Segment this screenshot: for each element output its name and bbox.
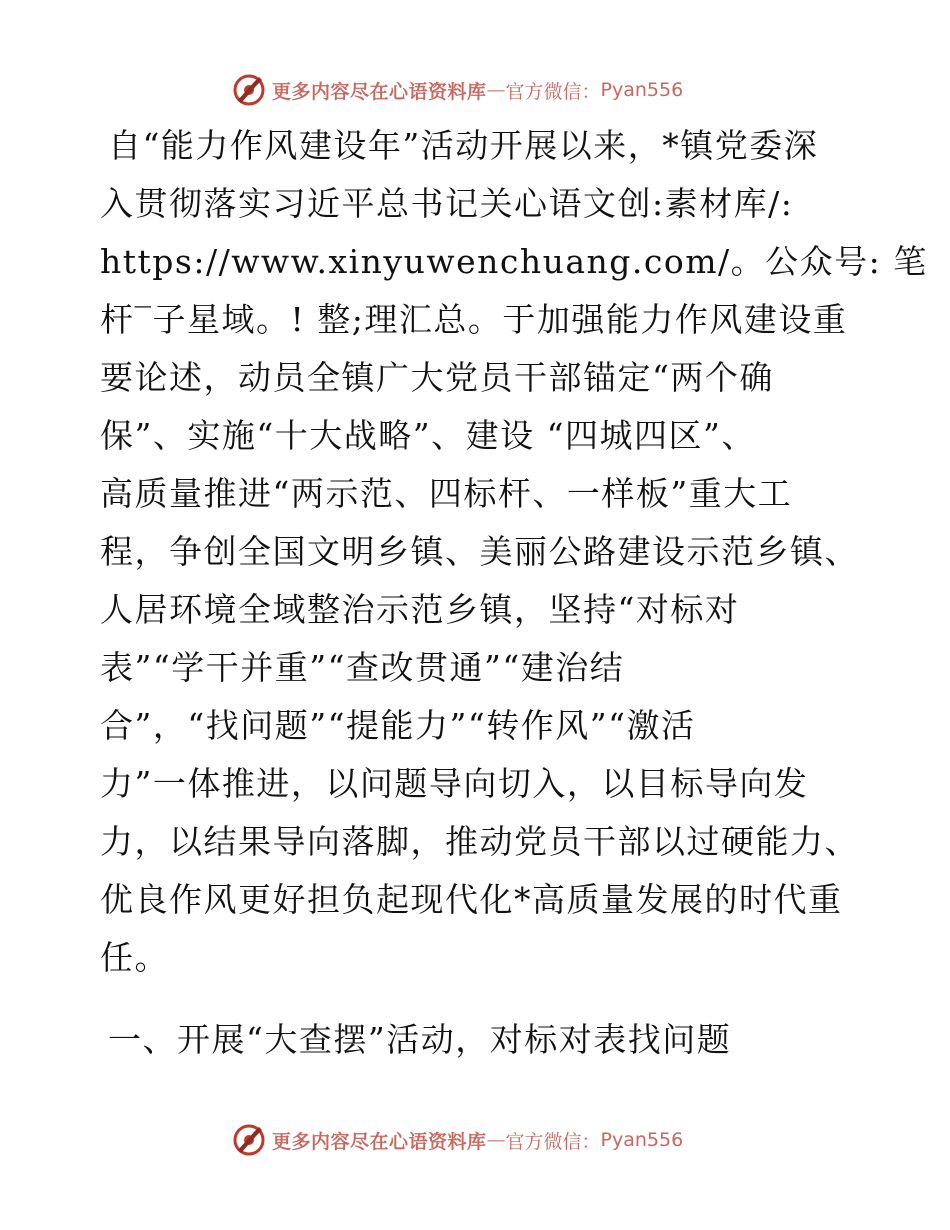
paragraph-line-1: 自“能力作风建设年”活动开展以来，*镇党委深 bbox=[108, 126, 819, 165]
paragraph-line-3: https://www.xinyuwenchuang.com/。公众号: 笔 bbox=[100, 242, 928, 281]
section-heading: 一、开展“大查摆”活动，对标对表找问题 bbox=[108, 1020, 732, 1059]
paragraph-line-9: 人居环境全域整治示范乡镇，坚持“对标对 bbox=[100, 590, 740, 629]
paragraph-line-13: 力，以结果导向落脚，推动党员干部以过硬能力、 bbox=[100, 822, 859, 861]
banner-wechat-label: 官方微信： bbox=[505, 1130, 601, 1153]
banner-separator: — bbox=[486, 1129, 506, 1151]
banner-wechat-handle: Pyan556 bbox=[600, 1129, 684, 1151]
paragraph-line-2: 入贯彻落实习近平总书记关心语文创:素材库/: bbox=[100, 184, 794, 223]
paragraph-line-6: 保”、实施“十大战略”、建设 “四城四区”、 bbox=[100, 416, 756, 455]
header-watermark-banner bbox=[232, 68, 752, 112]
paragraph-line-7: 高质量推进“两示范、四标杆、一样板”重大工 bbox=[100, 474, 793, 513]
paragraph-line-12: 力”一体推进，以问题导向切入，以目标导向发 bbox=[100, 764, 809, 803]
paragraph-line-14: 优良作风更好担负起现代化*高质量发展的时代重 bbox=[100, 880, 843, 919]
brand-logo-icon bbox=[232, 73, 266, 107]
paragraph-line-4: 杆‾子星域。! 整;理汇总。于加强能力作风建设重 bbox=[100, 300, 848, 339]
paragraph-line-8: 程，争创全国文明乡镇、美丽公路建设示范乡镇、 bbox=[100, 532, 859, 571]
footer-watermark-banner bbox=[232, 1118, 752, 1162]
banner-main-text: 更多内容尽在心语资料库 bbox=[272, 1130, 487, 1153]
paragraph-line-10: 表”“学干并重”“查改贯通”“建治结 bbox=[100, 648, 625, 687]
banner-main-text: 更多内容尽在心语资料库 bbox=[272, 80, 487, 103]
banner-wechat-label: 官方微信： bbox=[505, 80, 601, 103]
brand-logo-icon bbox=[232, 1123, 266, 1157]
paragraph-line-11: 合”，“找问题”“提能力”“转作风”“激活 bbox=[100, 706, 696, 745]
banner-separator: — bbox=[486, 79, 506, 101]
paragraph-line-15: 任。 bbox=[100, 938, 169, 977]
banner-wechat-handle: Pyan556 bbox=[600, 79, 684, 101]
paragraph-line-5: 要论述，动员全镇广大党员干部锚定“两个确 bbox=[100, 358, 774, 397]
